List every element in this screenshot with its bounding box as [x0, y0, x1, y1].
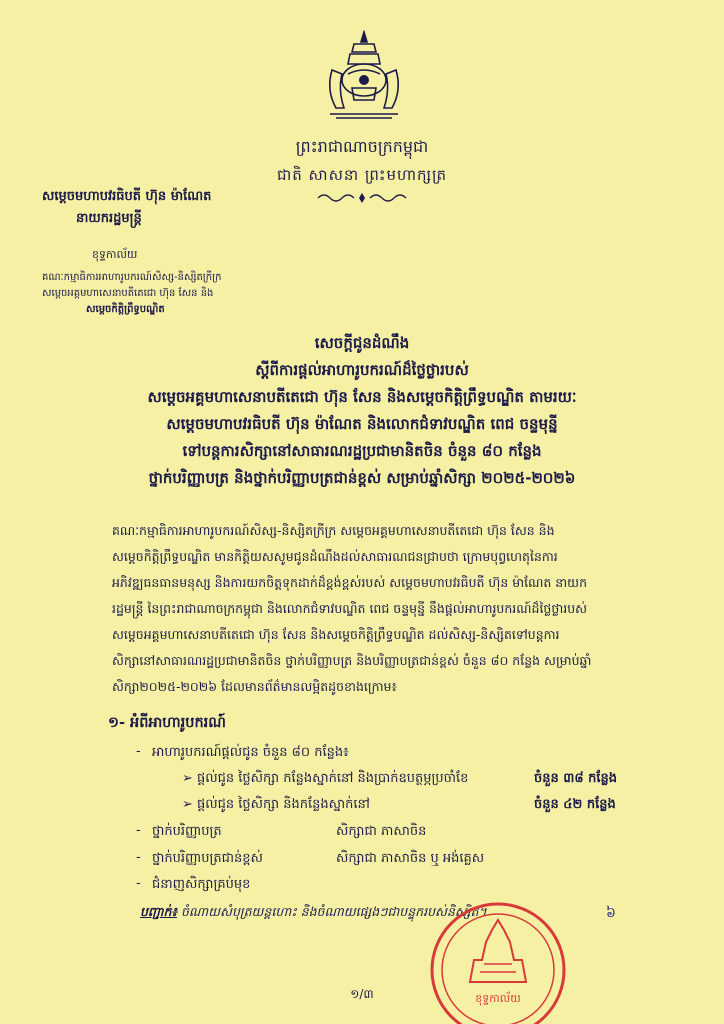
- note-label: បញ្ជាក់៖: [140, 904, 177, 919]
- notice-subtitle-1: ស្តីពីការផ្តល់អាហារូបករណ៍ដ៏ថ្លៃថ្លារបស់: [255, 361, 469, 379]
- body-line: គណៈកម្មាធិការអាហារូបករណ៍សិស្ស-និស្សិតក្រីក្រ សម្តេចអគ្គមហាសេនាបតីតេជោ ហ៊ុន សែន និង: [112, 523, 555, 538]
- secretariat-label: ខុទ្ទកាល័យ: [92, 248, 138, 261]
- committee-line-3: សម្តេចកិត្តិព្រឹទ្ធបណ្ឌិត: [86, 304, 165, 315]
- body-line: សម្តេចកិត្តិព្រឹទ្ធបណ្ឌិត មានកិត្តិយសសូមជូនដំណឹងដល់សាធារណជនជ្រាបថា ក្រោមបុព្វហេតុនៃការ: [112, 549, 558, 564]
- sender-name: សម្តេចមហាបវរធិបតី ហ៊ុន ម៉ាណែត: [42, 189, 212, 204]
- bachelor-language: សិក្សាជា ភាសាចិន: [336, 824, 427, 839]
- master-item: - ថ្នាក់បរិញ្ញាបត្រជាន់ខ្ពស់: [152, 850, 263, 869]
- section-1-title: ១- អំពីអាហារូបករណ៍: [108, 715, 226, 731]
- majors-item: - ជំនាញសិក្សាគ្រប់មុខ: [152, 876, 250, 895]
- notice-subtitle-3: សម្តេចមហាបវរធិបតី ហ៊ុន ម៉ាណែត និងលោកជំទាវបណ្ឌិត ពេជ ចន្ទមុន្នី: [166, 415, 558, 433]
- full-support-count: ចំនួន ៣៨ កន្លែង: [534, 771, 618, 786]
- kingdom-name: ព្រះរាជាណាចក្រកម្ពុជា: [295, 137, 429, 156]
- scholarship-count-item: - អាហារូបករណ៍ផ្តល់ជូន ចំនួន ៨០ កន្លែង៖: [152, 744, 349, 763]
- handwritten-mark: ៦: [606, 905, 616, 921]
- body-line: សម្តេចអគ្គមហាសេនាបតីតេជោ ហ៊ុន សែន និងសម្តេចកិត្តិព្រឹទ្ធបណ្ឌិត ដល់សិស្ស-និស្សិតទៅបន្តការ: [112, 627, 560, 642]
- body-line: សិក្សានៅសាធារណរដ្ឋប្រជាមានិតចិន ថ្នាក់បរិញ្ញាបត្រ និងបរិញ្ញាបត្រជាន់ខ្ពស់ ចំនួន ៨០ កន្លែង សម្រាប់ឆ្នាំ: [112, 653, 592, 668]
- partial-support-count: ចំនួន ៤២ កន្លែង: [534, 797, 616, 812]
- committee-line-1: គណៈកម្មាធិការអាហារូបករណ៍សិស្ស-និស្សិតក្រីក្រ: [42, 272, 222, 283]
- partial-support-item: ➢ ផ្តល់ជូន ថ្លៃសិក្សា និងកន្លែងស្នាក់នៅ: [182, 797, 370, 812]
- note-text: ចំណាយសំបុត្រយន្តហោះ និងចំណាយផ្សេងៗជាបន្ទុករបស់និស្សិត។: [177, 904, 487, 919]
- body-line: អភិវឌ្ឍធនធានមនុស្ស និងការយកចិត្តទុកដាក់ដ៏ខ្ពង់ខ្ពស់របស់ សម្តេចមហាបវរធិបតី ហ៊ុន ម៉ាណែត នាយក: [112, 575, 588, 590]
- body-line: សិក្សា២០២៥-២០២៦ ដែលមានព័ត៌មានលម្អិតដូចខាងក្រោម៖: [112, 679, 397, 694]
- sender-title: នាយករដ្ឋមន្ត្រី: [76, 211, 142, 226]
- body-paragraph: [112, 518, 660, 700]
- notice-subtitle-2: សម្តេចអគ្គមហាសេនាបតីតេជោ ហ៊ុន សែន និងសម្តេចកិត្តិព្រឹទ្ធបណ្ឌិត តាមរយៈ: [147, 388, 577, 406]
- royal-emblem-icon: [322, 30, 406, 120]
- notice-title: សេចក្តីជូនដំណឹង: [314, 334, 410, 352]
- notice-subtitle-5: ថ្នាក់បរិញ្ញាបត្រ និងថ្នាក់បរិញ្ញាបត្រជាន់ខ្ពស់ សម្រាប់ឆ្នាំសិក្សា ២០២៥-២០២៦: [148, 469, 576, 487]
- national-motto: ជាតិ សាសនា ព្រះមហាក្សត្រ: [276, 166, 448, 184]
- body-line: រដ្ឋមន្ត្រី នៃព្រះរាជាណាចក្រកម្ពុជា និងលោកជំទាវបណ្ឌិត ពេជ ចន្ទមុន្នី នឹងផ្តល់អាហារូបករណ៍ដ៏ថ្លៃថ្លារបស់: [112, 601, 588, 616]
- ornament-divider-icon: [316, 191, 408, 205]
- committee-line-2: សម្តេចអគ្គមហាសេនាបតីតេជោ ហ៊ុន សែន និង: [42, 288, 214, 299]
- full-support-item: ➢ ផ្តល់ជូន ថ្លៃសិក្សា កន្លែងស្នាក់នៅ និងប្រាក់ឧបត្ថម្ភប្រចាំខែ: [182, 771, 469, 786]
- page-number: ១/៣: [350, 987, 374, 1001]
- notice-subtitle-4: ទៅបន្តការសិក្សានៅសាធារណរដ្ឋប្រជាមានិតចិន ចំនួន ៨០ កន្លែង: [182, 442, 542, 460]
- bachelor-item: - ថ្នាក់បរិញ្ញាបត្រ: [152, 823, 222, 842]
- seal-label: ខុទ្ទកាល័យ: [475, 992, 521, 1005]
- master-language: សិក្សាជា ភាសាចិន ឬ អង់គ្លេស: [336, 851, 485, 866]
